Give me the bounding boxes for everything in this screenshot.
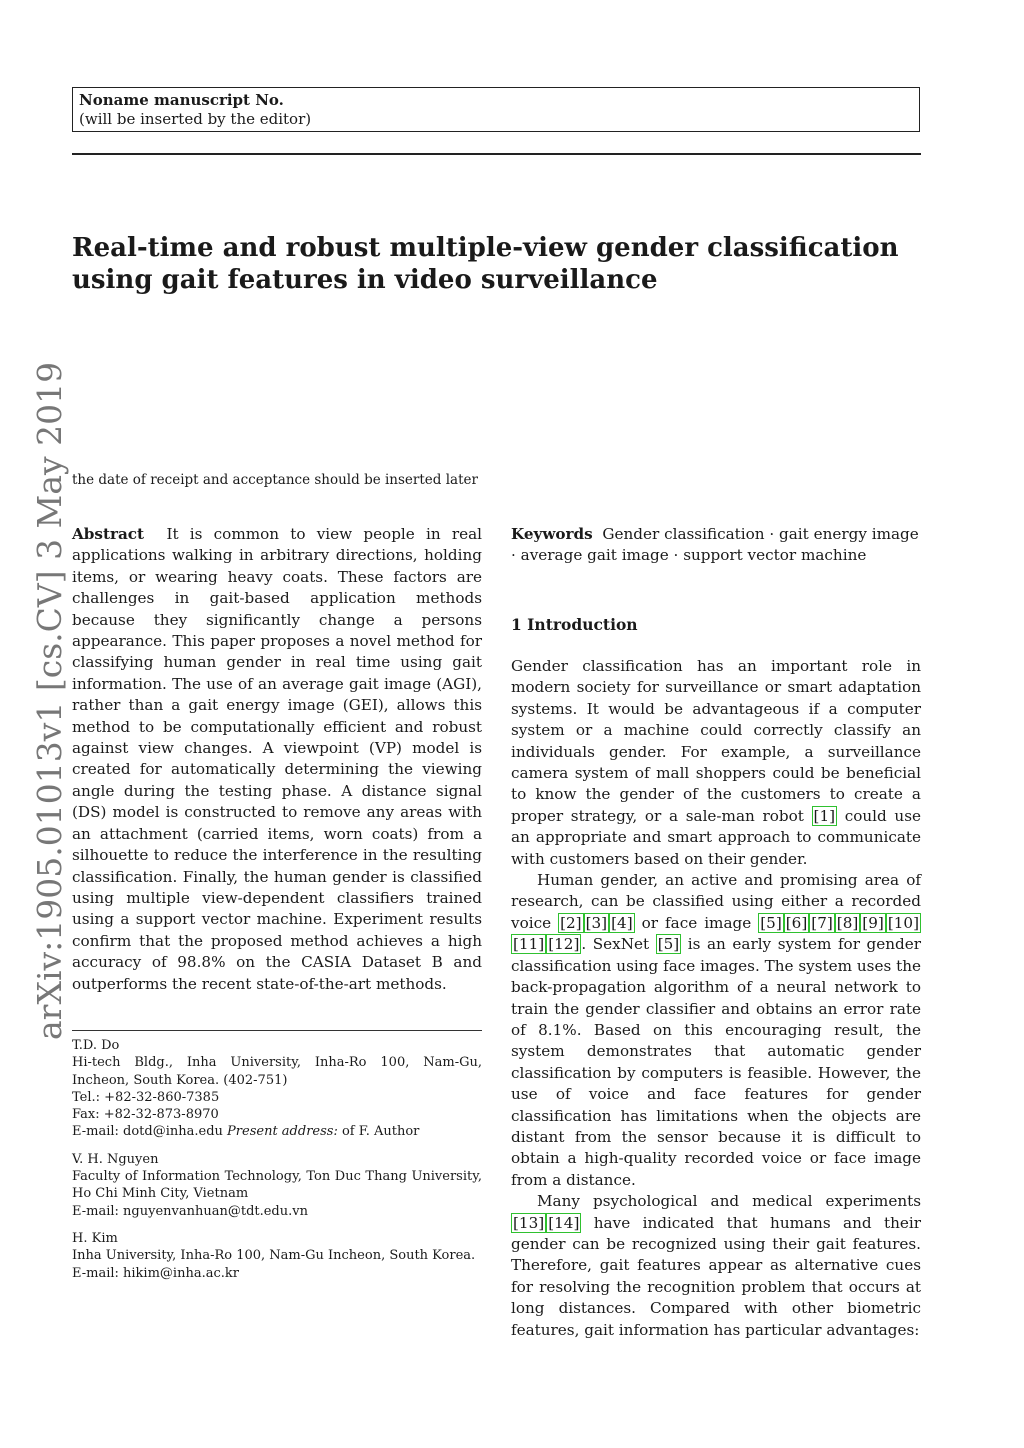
citation-link[interactable]: [5]: [760, 913, 782, 932]
author-name: H. Kim: [72, 1230, 118, 1246]
author-affiliations: [72, 1037, 482, 1292]
intro-paragraph-3: Many psychological and medical experiments [13] [14] have indicated that humans and their gender can be recognized using their gait features. Therefore, gait features appear as alternative cues for resolving the recognition problem that occurs at long distances. Compared with other biometric features, gait information has particular advantages:: [511, 1192, 921, 1339]
citation-link[interactable]: [8]: [836, 913, 859, 932]
author-email: E-mail: nguyenvanhuan@tdt.edu.vn: [72, 1203, 308, 1219]
section-heading-introduction: 1 Introduction: [511, 615, 638, 634]
intro-paragraph-1: Gender classification has an important role in modern society for surveillance or smart adaptation systems. It would be advantageous if a computer system or a machine could correctly classify an individuals gender. For example, a surveillance camera system of mall shoppers could be beneficial to know the gender of the customers to create a proper strategy, or a sale-man robot [1] could use an appropriate and smart approach to communicate with customers based on their gender.: [511, 657, 921, 868]
citation-link[interactable]: [7]: [811, 913, 833, 932]
citation-link[interactable]: [14]: [548, 1213, 580, 1232]
citation-link[interactable]: [3]: [585, 913, 608, 932]
header-rule: [72, 153, 921, 155]
author-address: Faculty of Information Technology, Ton Duc Thang University, Ho Chi Minh City, Vietnam: [72, 1169, 482, 1202]
paper-title: Real-time and robust multiple-view gender classification using gait features in video surveillance: [72, 233, 899, 295]
abstract: [72, 524, 482, 995]
abstract-text: It is common to view people in real applications walking in arbitrary directions, holding items, or wearing heavy coats. These factors are challenges in gait-based application methods because they significantly change a persons appearance. This paper proposes a novel method for classifying human gender in real time using gait information. The use of an average gait image (AGI), rather than a gait energy image (GEI), allows this method to be computationally efficient and robust against view changes. A viewpoint (VP) model is created for automatically determining the viewing angle during the testing phase. A distance signal (DS) model is constructed to remove any areas with an attachment (carried items, worn coats) from a silhouette to reduce the interference in the resulting classification. Finally, the human gender is classified using multiple view-dependent classifiers trained using a support vector machine. Experiment results confirm that the proposed method achieves a high accuracy of 98.8% on the CASIA Dataset B and outperforms the recent state-of-the-art methods.: [72, 525, 482, 993]
citation-link[interactable]: [9]: [862, 913, 884, 932]
footnote-rule: [72, 1030, 482, 1031]
author-email: E-mail: dotd@inha.edu: [72, 1124, 223, 1140]
citation-link[interactable]: [5]: [657, 935, 680, 954]
author-name: V. H. Nguyen: [72, 1151, 159, 1167]
editor-note: (will be inserted by the editor): [79, 110, 312, 128]
affiliation-block: [72, 1151, 482, 1220]
manuscript-header-box: [72, 87, 920, 132]
author-name: T.D. Do: [72, 1038, 120, 1053]
author-fax: Fax: +82-32-873-8970: [72, 1107, 219, 1123]
citation-link[interactable]: [4]: [611, 913, 633, 932]
author-address: Inha University, Inha-Ro 100, Nam-Gu Incheon, South Korea.: [72, 1248, 476, 1264]
intro-paragraph-2: Human gender, an active and promising area of research, can be classified using either a recorded voice [2] [3] [4] or face image [5] [6] [7] [8] [9] [10][11] [12] . SexNet [5] is an early system for gender classification using face images. The system uses the back-propagation algorithm of a neural network to train the gender classifier and obtains an error rate of 8.1%. Based on this encouraging result, the system demonstrates that automatic gender classification by computers is feasible. However, the use of voice and face features for gender classification has limitations when the objects are distant from the sensor because it is difficult to obtain a high-quality recorded voice or face image from a distance.: [511, 871, 921, 1189]
arxiv-stamp: arXiv:1905.01013v1 [cs.CV] 3 May 2019: [30, 361, 69, 1040]
citation-link[interactable]: [10]: [887, 913, 919, 932]
citation-link[interactable]: [13]: [513, 1213, 545, 1232]
abstract-heading: Abstract: [72, 525, 145, 543]
citation-link[interactable]: [6]: [785, 913, 808, 932]
present-address-value: of F. Author: [341, 1124, 420, 1140]
introduction-body: [511, 656, 921, 1341]
keywords: [511, 524, 921, 567]
citation-link[interactable]: [2]: [560, 913, 582, 932]
citation-link[interactable]: [12]: [548, 935, 580, 954]
keywords-text: Gender classification · gait energy image · average gait image · support vector machine: [511, 525, 919, 565]
author-address: Hi-tech Bldg., Inha University, Inha-Ro 100, Nam-Gu, Incheon, South Korea. (402-751): [72, 1055, 482, 1088]
author-email: E-mail: hikim@inha.ac.kr: [72, 1265, 239, 1281]
present-address-label: Present address:: [227, 1124, 338, 1140]
manuscript-label: Noname manuscript No.: [79, 91, 284, 109]
date-note: the date of receipt and acceptance should be inserted later: [72, 472, 478, 488]
author-tel: Tel.: +82-32-860-7385: [72, 1089, 220, 1105]
affiliation-block: [72, 1230, 482, 1282]
citation-link[interactable]: [11]: [513, 935, 545, 954]
affiliation-block: [72, 1037, 482, 1141]
keywords-heading: Keywords: [511, 525, 593, 543]
citation-link[interactable]: [1]: [813, 806, 836, 825]
